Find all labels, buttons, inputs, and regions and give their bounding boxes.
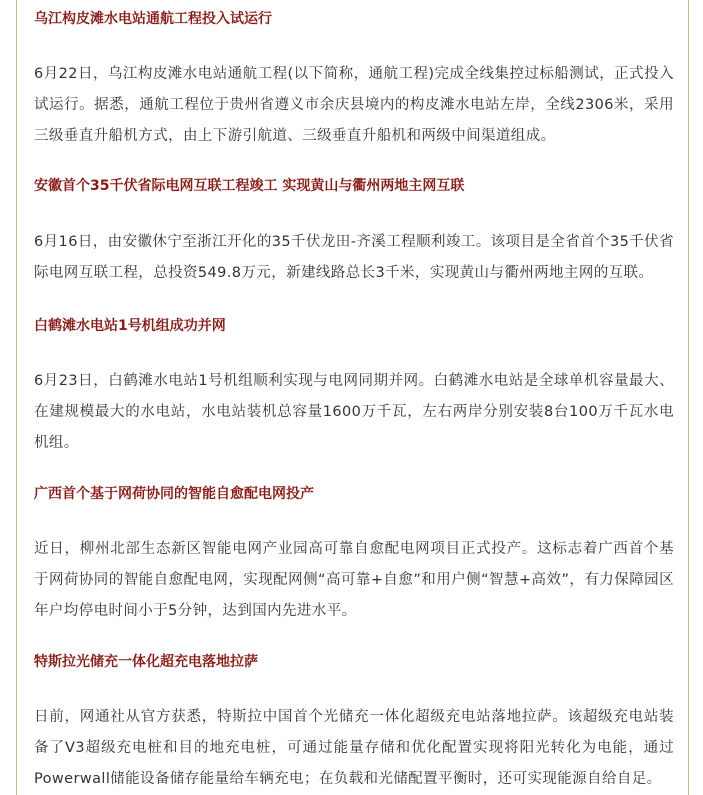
news-title-guangxi-grid: 广西首个基于网荷协同的智能自愈配电网投产 — [34, 486, 314, 502]
news-body-tesla-lhasa: 日前，网通社从官方获悉，特斯拉中国首个光储充一体化超级充电站落地拉萨。该超级充电站装备了V3超级充电桩和目的地充电桩，可通过能量存储和优化配置实现将阳光转化为电能，通过Powerwall储能设备储存能量给车辆充电；在负载和光储配置平衡时，还可实现能源自给自足。 — [34, 709, 674, 787]
news-title-goupitan: 乌江构皮滩水电站通航工程投入试运行 — [34, 11, 272, 27]
news-title-baihetan: 白鹤滩水电站1号机组成功并网 — [34, 318, 226, 334]
news-body-anhui-grid: 6月16日，由安徽休宁至浙江开化的35千伏龙田-齐溪工程顺利竣工。该项目是全省首个35千伏省际电网互联工程，总投资549.8万元，新建线路总长3千米，实现黄山与衢州两地主网的互联。 — [34, 234, 674, 281]
news-title-anhui-grid: 安徽首个35千伏省际电网互联工程竣工 实现黄山与衢州两地主网互联 — [34, 178, 465, 194]
news-body-guangxi-grid: 近日，柳州北部生态新区智能电网产业园高可靠自愈配电网项目正式投产。这标志着广西首个基于网荷协同的智能自愈配电网，实现配网侧“高可靠+自愈”和用户侧“智慧+高效”，有力保障园区年户均停电时间小于5分钟，达到国内先进水平。 — [34, 541, 674, 619]
news-title-tesla-lhasa: 特斯拉光储充一体化超充电落地拉萨 — [34, 654, 258, 670]
news-body-baihetan: 6月23日，白鹤滩水电站1号机组顺利实现与电网同期并网。白鹤滩水电站是全球单机容量最大、在建规模最大的水电站，水电站装机总容量1600万千瓦，左右两岸分别安装8台100万千瓦水电机组。 — [34, 373, 674, 451]
news-body-goupitan: 6月22日，乌江构皮滩水电站通航工程(以下简称，通航工程)完成全线集控过标船测试，正式投入试运行。据悉，通航工程位于贵州省遵义市余庆县境内的构皮滩水电站左岸，全线2306米，采用三级垂直升船机方式，由上下游引航道、三级垂直升船机和两级中间渠道组成。 — [34, 66, 674, 144]
